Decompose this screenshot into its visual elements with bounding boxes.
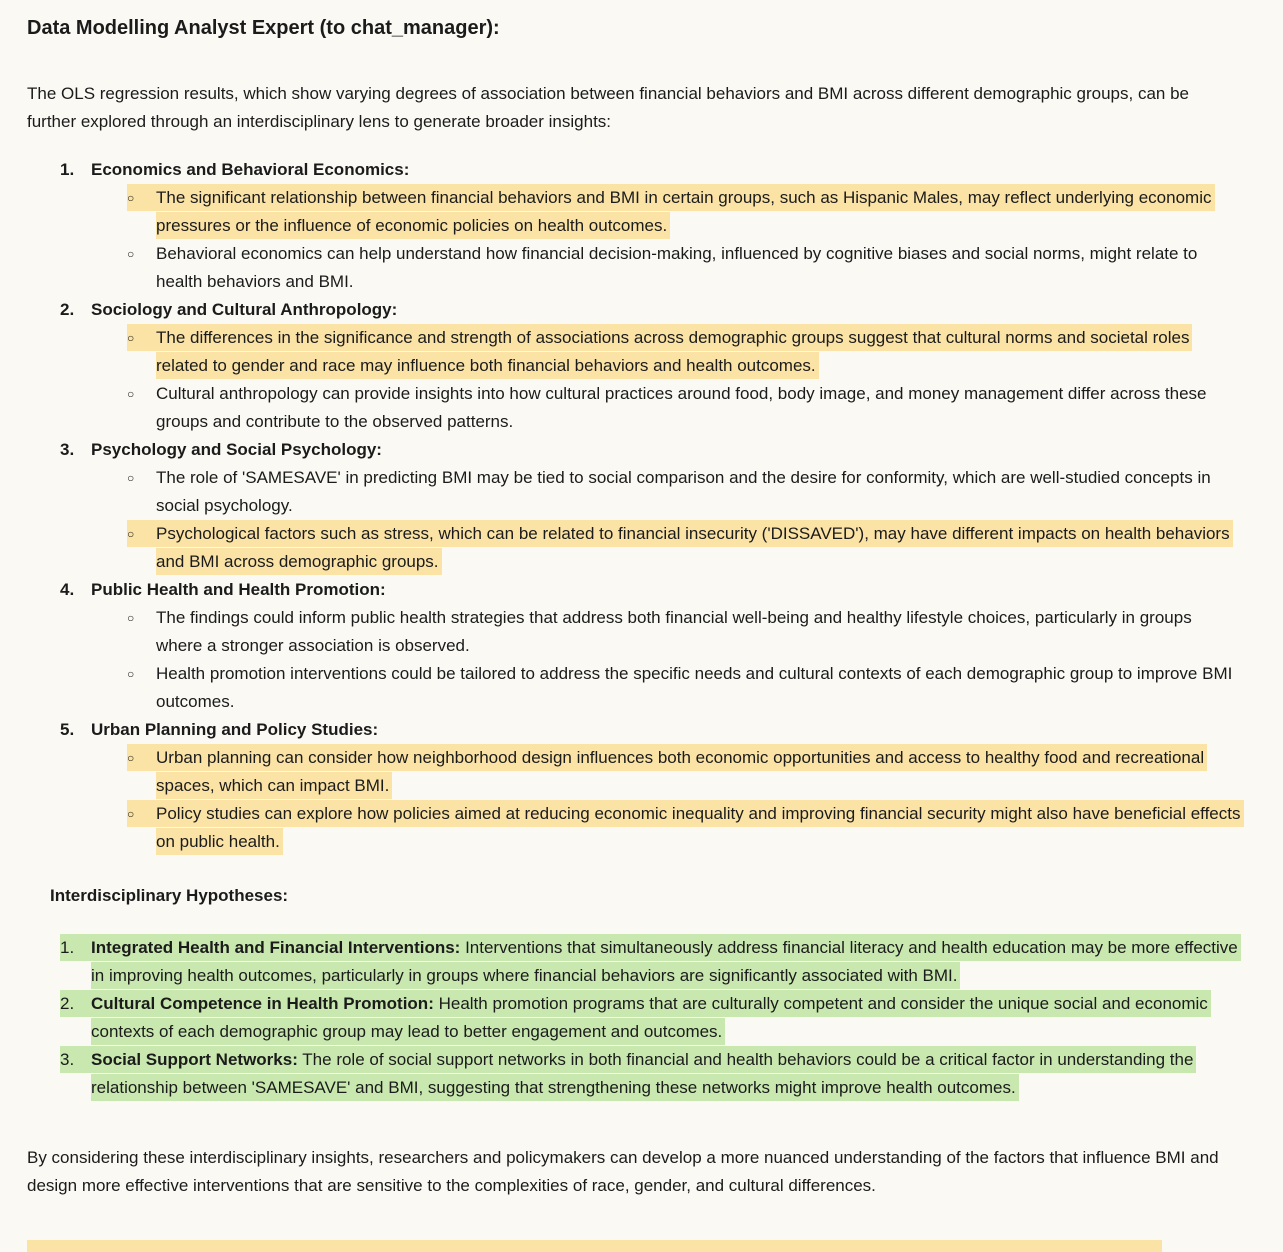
section-number: 4. [60,580,75,599]
section-heading-row [27,436,1241,464]
circle-bullet-icon: ○ [127,471,135,485]
intro-paragraph: The OLS regression results, which show varying degrees of association between financial behaviors and BMI across different demographic groups, can be further explored through an interdisciplinary lens to generate broader insights: [27,84,1189,131]
bullet-item [27,800,1241,856]
bullet-item [27,660,1241,716]
section-number: 5. [60,720,75,739]
list-item-discipline [27,576,1241,716]
list-item-discipline [27,716,1241,856]
bullet-item [27,520,1241,576]
hypothesis-lead: Integrated Health and Financial Interventions: [91,938,461,957]
hypothesis-lead: Social Support Networks: [91,1050,298,1069]
bullet-text: Urban planning can consider how neighborhood design influences both economic opportunities and access to healthy food and recreational spaces, which can impact BMI. [156,748,1205,795]
hypothesis-text: The role of social support networks in both financial and health behaviors could be a critical factor in understanding the relationship between 'SAMESAVE' and BMI, suggesting that strengthening these networks might improve health outcomes. [91,1050,1194,1097]
circle-bullet-icon: ○ [127,191,135,205]
hypothesis-item [27,1046,1241,1102]
hypothesis-lead: Cultural Competence in Health Promotion: [91,994,434,1013]
hypothesis-number: 2. [60,994,75,1013]
hypothesis-text: Health promotion programs that are culturally competent and consider the unique social and economic contexts of each demographic group may lead to better engagement and outcomes. [91,994,1208,1041]
circle-bullet-icon: ○ [127,667,135,681]
hypothesis-item [27,934,1241,990]
bullet-item [27,464,1241,520]
section-heading-row [27,716,1241,744]
bullet-text: The differences in the significance and strength of associations across demographic groups suggest that cultural norms and societal roles related to gender and race may influence both financial behaviors and health outcomes. [156,328,1190,375]
section-heading: Sociology and Cultural Anthropology: [91,300,398,319]
bullet-item [27,324,1241,380]
bullet-item [27,380,1241,436]
bullet-text: The role of 'SAMESAVE' in predicting BMI may be tied to social comparison and the desire for conformity, which are well-studied concepts in social psychology. [156,468,1211,515]
circle-bullet-icon: ○ [127,751,135,765]
cutoff-highlight [27,1240,1162,1252]
section-heading: Economics and Behavioral Economics: [91,160,410,179]
hypothesis-item [27,990,1241,1046]
section-heading-row [27,156,1241,184]
circle-bullet-icon: ○ [127,611,135,625]
list-item-discipline [27,436,1241,576]
bullet-text: Cultural anthropology can provide insights into how cultural practices around food, body image, and money management differ across these groups and contribute to the observed patterns. [156,384,1207,431]
list-item-discipline [27,156,1241,296]
list-item-discipline [27,296,1241,436]
hypothesis-text: Interventions that simultaneously address financial literacy and health education may be more effective in improving health outcomes, particularly in groups where financial behaviors are significantly associated with BMI. [91,938,1238,985]
section-number: 3. [60,440,75,459]
circle-bullet-icon: ○ [127,527,135,541]
circle-bullet-icon: ○ [127,247,135,261]
bullet-item [27,744,1241,800]
bullet-text: The significant relationship between financial behaviors and BMI in certain groups, such as Hispanic Males, may reflect underlying economic pressures or the influence of economic policies on health outcomes. [156,188,1212,235]
section-heading: Psychology and Social Psychology: [91,440,382,459]
hypotheses-title: Interdisciplinary Hypotheses: [50,886,289,905]
message-author: Data Modelling Analyst Expert (to chat_manager): [27,17,500,39]
bullet-text: Health promotion interventions could be tailored to address the specific needs and cultural contexts of each demographic group to improve BMI outcomes. [156,664,1233,711]
circle-bullet-icon: ○ [127,331,135,345]
section-heading: Public Health and Health Promotion: [91,580,386,599]
section-heading-row [27,296,1241,324]
closing-paragraph: By considering these interdisciplinary insights, researchers and policymakers can develop a more nuanced understanding of the factors that influence BMI and design more effective interventions that are sensitive to the complexities of race, gender, and cultural differences. [27,1148,1219,1195]
hypothesis-number: 3. [60,1050,75,1069]
section-heading: Urban Planning and Policy Studies: [91,720,379,739]
hypotheses-list [27,934,1241,1102]
bullet-item [27,240,1241,296]
section-number: 1. [60,160,75,179]
bullet-text: The findings could inform public health strategies that address both financial well-being and healthy lifestyle choices, particularly in groups where a stronger association is observed. [156,608,1192,655]
bullet-text: Psychological factors such as stress, which can be related to financial insecurity ('DISSAVED'), may have different impacts on health behaviors and BMI across demographic groups. [156,524,1230,571]
bullet-text: Policy studies can explore how policies aimed at reducing economic inequality and improving financial security might also have beneficial effects on public health. [156,804,1241,851]
circle-bullet-icon: ○ [127,807,135,821]
section-number: 2. [60,300,75,319]
circle-bullet-icon: ○ [127,387,135,401]
bullet-item [27,184,1241,240]
disciplines-list [27,156,1241,856]
section-heading-row [27,576,1241,604]
hypothesis-number: 1. [60,938,75,957]
bullet-text: Behavioral economics can help understand how financial decision-making, influenced by cognitive biases and social norms, might relate to health behaviors and BMI. [156,244,1198,291]
bullet-item [27,604,1241,660]
